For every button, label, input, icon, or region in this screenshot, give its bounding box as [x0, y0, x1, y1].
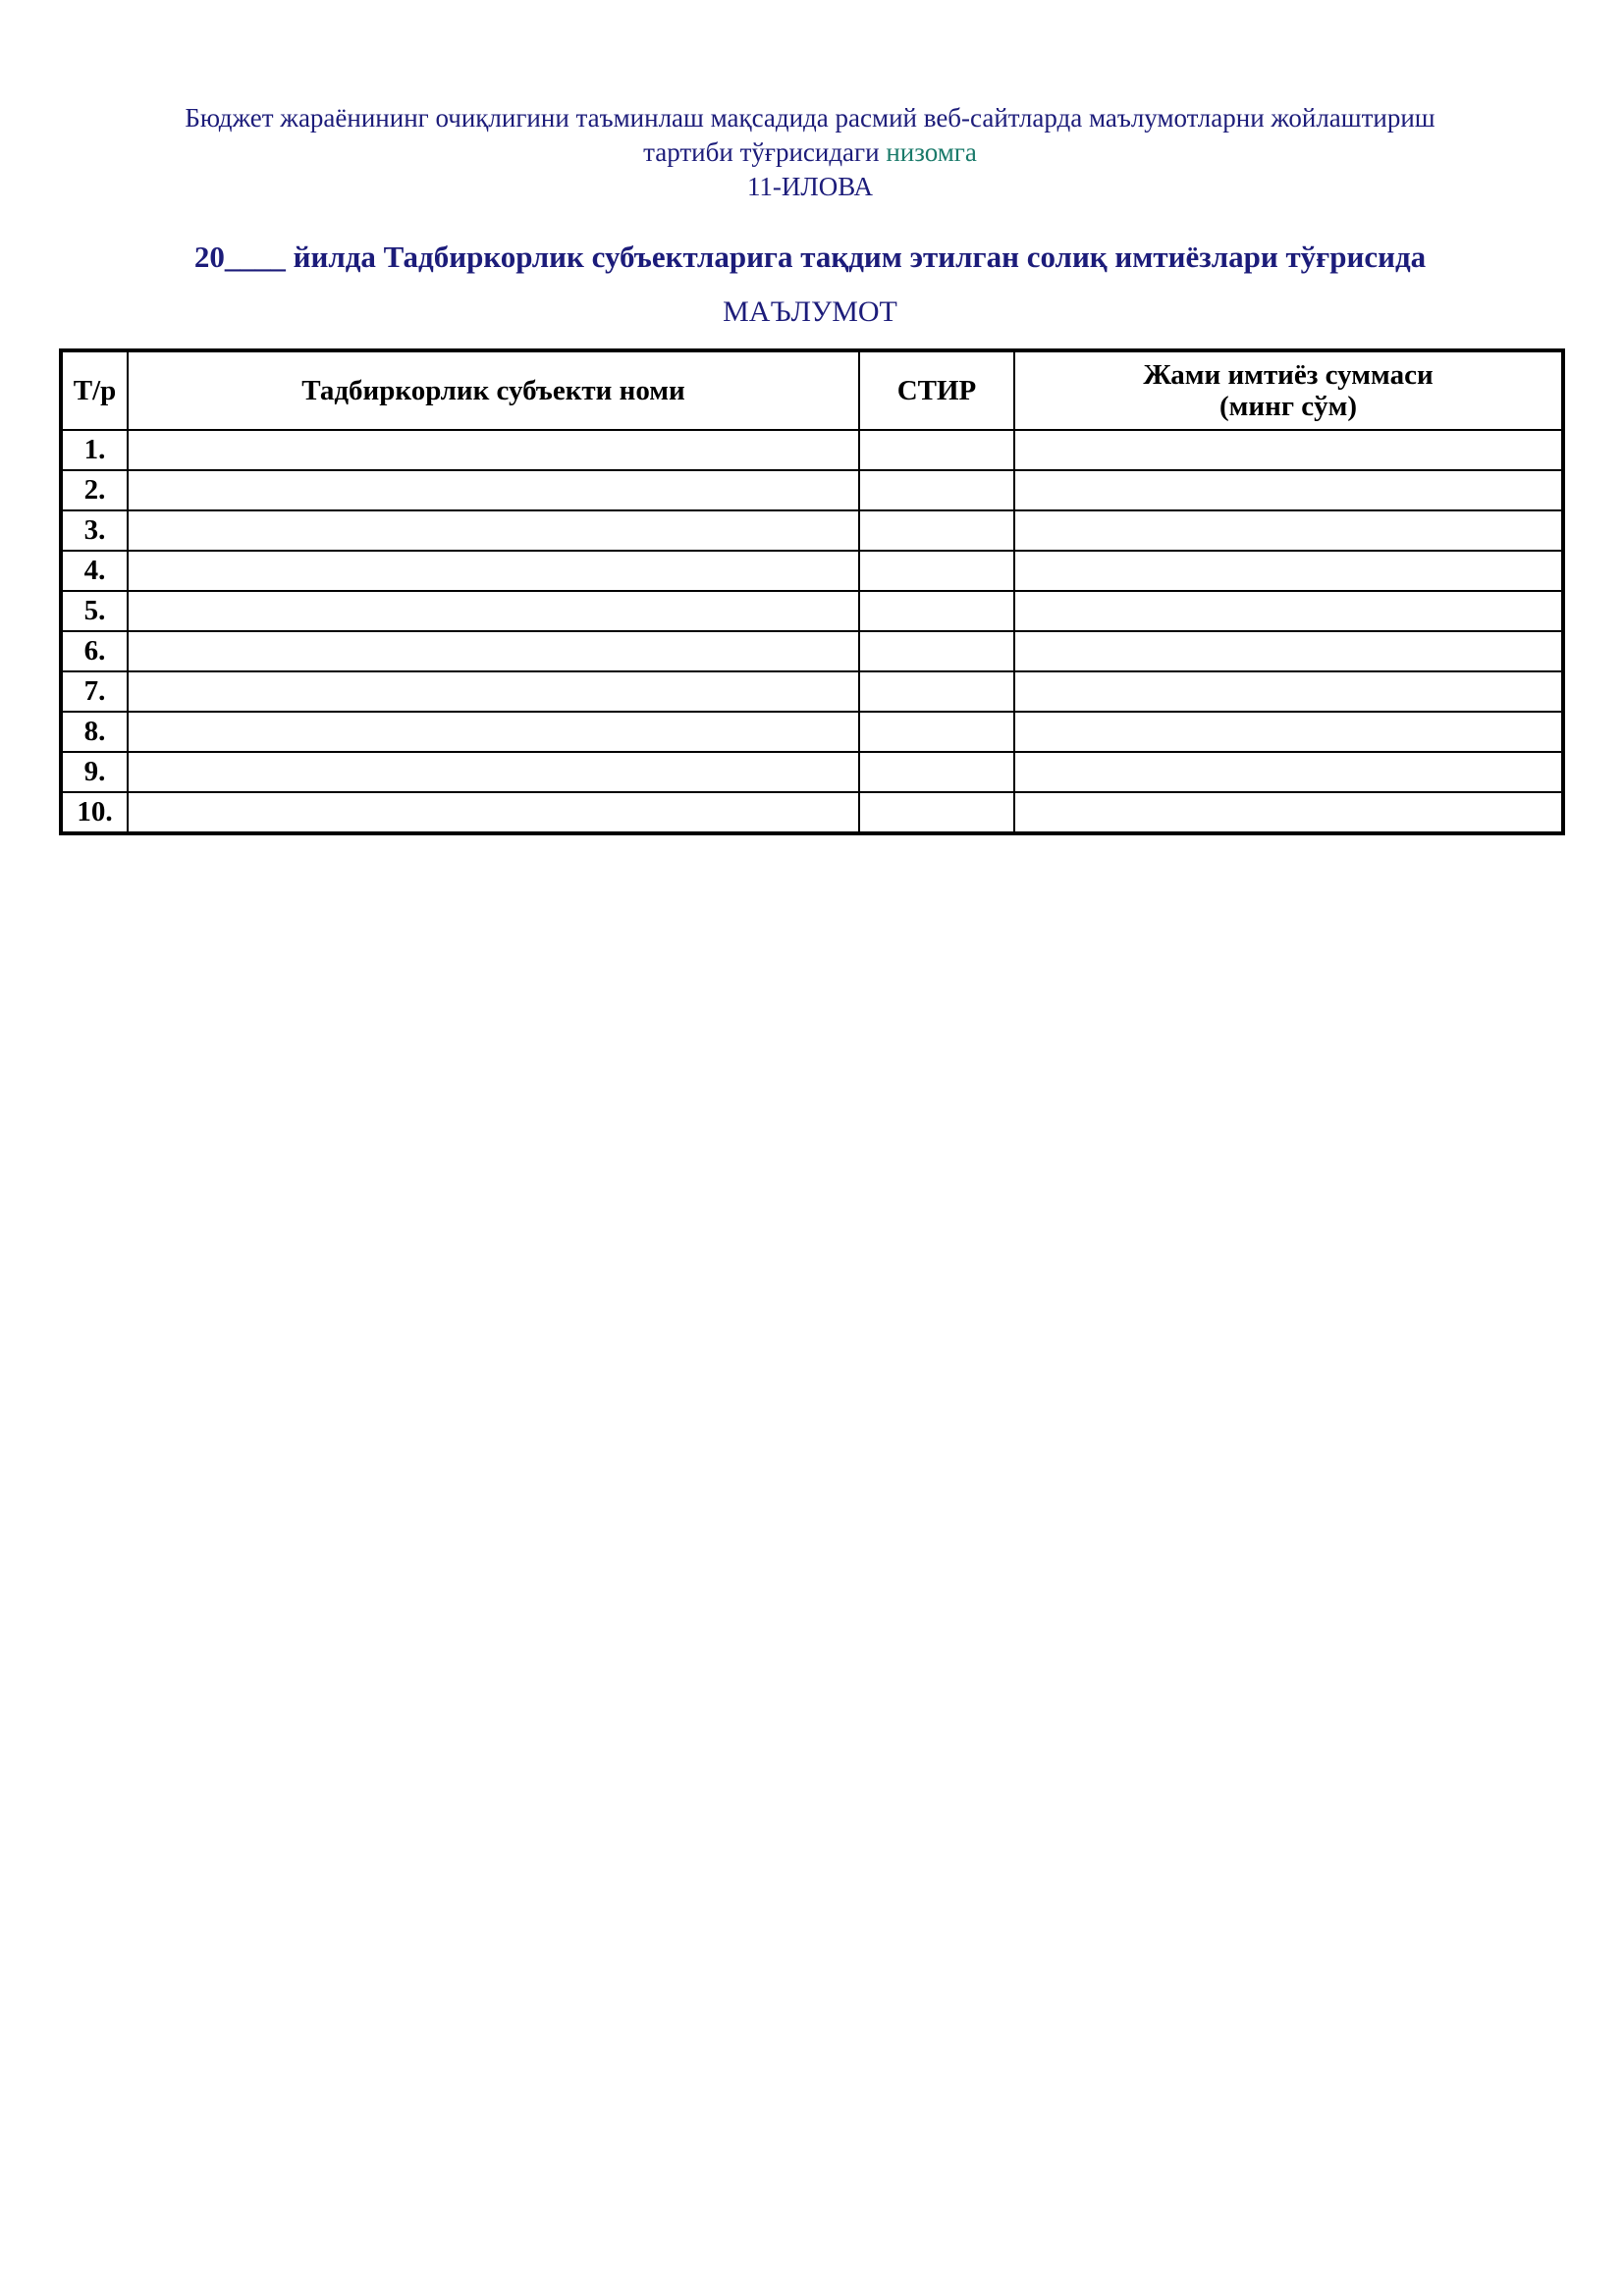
- header-total-sum-line1: Жами имтиёз суммаси: [1143, 359, 1434, 391]
- cell-entity-name: [128, 430, 859, 470]
- table-header-row: [61, 350, 1563, 430]
- header-line-2: [59, 135, 1561, 170]
- cell-stir: [859, 752, 1014, 792]
- header-total-sum: [1014, 350, 1563, 430]
- header-num: Т/р: [61, 350, 128, 430]
- header-block: [59, 101, 1561, 204]
- cell-entity-name: [128, 752, 859, 792]
- header-stir: СТИР: [859, 350, 1014, 430]
- cell-total-sum: [1014, 712, 1563, 752]
- table-row: [61, 792, 1563, 833]
- row-number: 8.: [61, 712, 128, 752]
- table-row: [61, 470, 1563, 510]
- row-number: 5.: [61, 591, 128, 631]
- cell-stir: [859, 671, 1014, 712]
- document-subtitle: МАЪЛУМОТ: [723, 295, 897, 328]
- table-row: [61, 551, 1563, 591]
- row-number: 6.: [61, 631, 128, 671]
- row-number: 1.: [61, 430, 128, 470]
- cell-stir: [859, 551, 1014, 591]
- header-line-1: Бюджет жараёнининг очиқлигини таъминлаш мақсадида расмий веб-сайтларда маълумотларни жойлаштириш: [185, 103, 1435, 133]
- cell-total-sum: [1014, 752, 1563, 792]
- cell-total-sum: [1014, 470, 1563, 510]
- cell-total-sum: [1014, 510, 1563, 551]
- row-number: 9.: [61, 752, 128, 792]
- table-row: [61, 591, 1563, 631]
- table-row: [61, 510, 1563, 551]
- cell-stir: [859, 712, 1014, 752]
- row-number: 3.: [61, 510, 128, 551]
- cell-stir: [859, 430, 1014, 470]
- table-row: [61, 631, 1563, 671]
- cell-stir: [859, 470, 1014, 510]
- appendix-number: 11-ИЛОВА: [746, 172, 874, 201]
- cell-total-sum: [1014, 430, 1563, 470]
- row-number: 7.: [61, 671, 128, 712]
- cell-entity-name: [128, 631, 859, 671]
- cell-entity-name: [128, 671, 859, 712]
- header-total-sum-line2: (минг сўм): [1218, 391, 1358, 422]
- cell-entity-name: [128, 551, 859, 591]
- cell-total-sum: [1014, 631, 1563, 671]
- cell-total-sum: [1014, 551, 1563, 591]
- row-number: 2.: [61, 470, 128, 510]
- tax-benefits-table: [59, 348, 1565, 835]
- cell-stir: [859, 591, 1014, 631]
- header-line-2-text: тартиби тўғрисидаги: [643, 137, 880, 167]
- document-title: 20____ йилда Тадбиркорлик субъектларига тақдим этилган солиқ имтиёзлари тўғрисида: [193, 240, 1427, 274]
- cell-total-sum: [1014, 671, 1563, 712]
- cell-stir: [859, 792, 1014, 833]
- cell-entity-name: [128, 792, 859, 833]
- row-number: 10.: [61, 792, 128, 833]
- cell-entity-name: [128, 470, 859, 510]
- cell-total-sum: [1014, 792, 1563, 833]
- row-number: 4.: [61, 551, 128, 591]
- table-row: [61, 712, 1563, 752]
- cell-entity-name: [128, 712, 859, 752]
- cell-total-sum: [1014, 591, 1563, 631]
- table-row: [61, 752, 1563, 792]
- header-link-nizomga: низомга: [886, 137, 977, 167]
- cell-stir: [859, 631, 1014, 671]
- table-row: [61, 430, 1563, 470]
- cell-entity-name: [128, 510, 859, 551]
- cell-entity-name: [128, 591, 859, 631]
- cell-stir: [859, 510, 1014, 551]
- header-entity-name: Тадбиркорлик субъекти номи: [128, 350, 859, 430]
- table-row: [61, 671, 1563, 712]
